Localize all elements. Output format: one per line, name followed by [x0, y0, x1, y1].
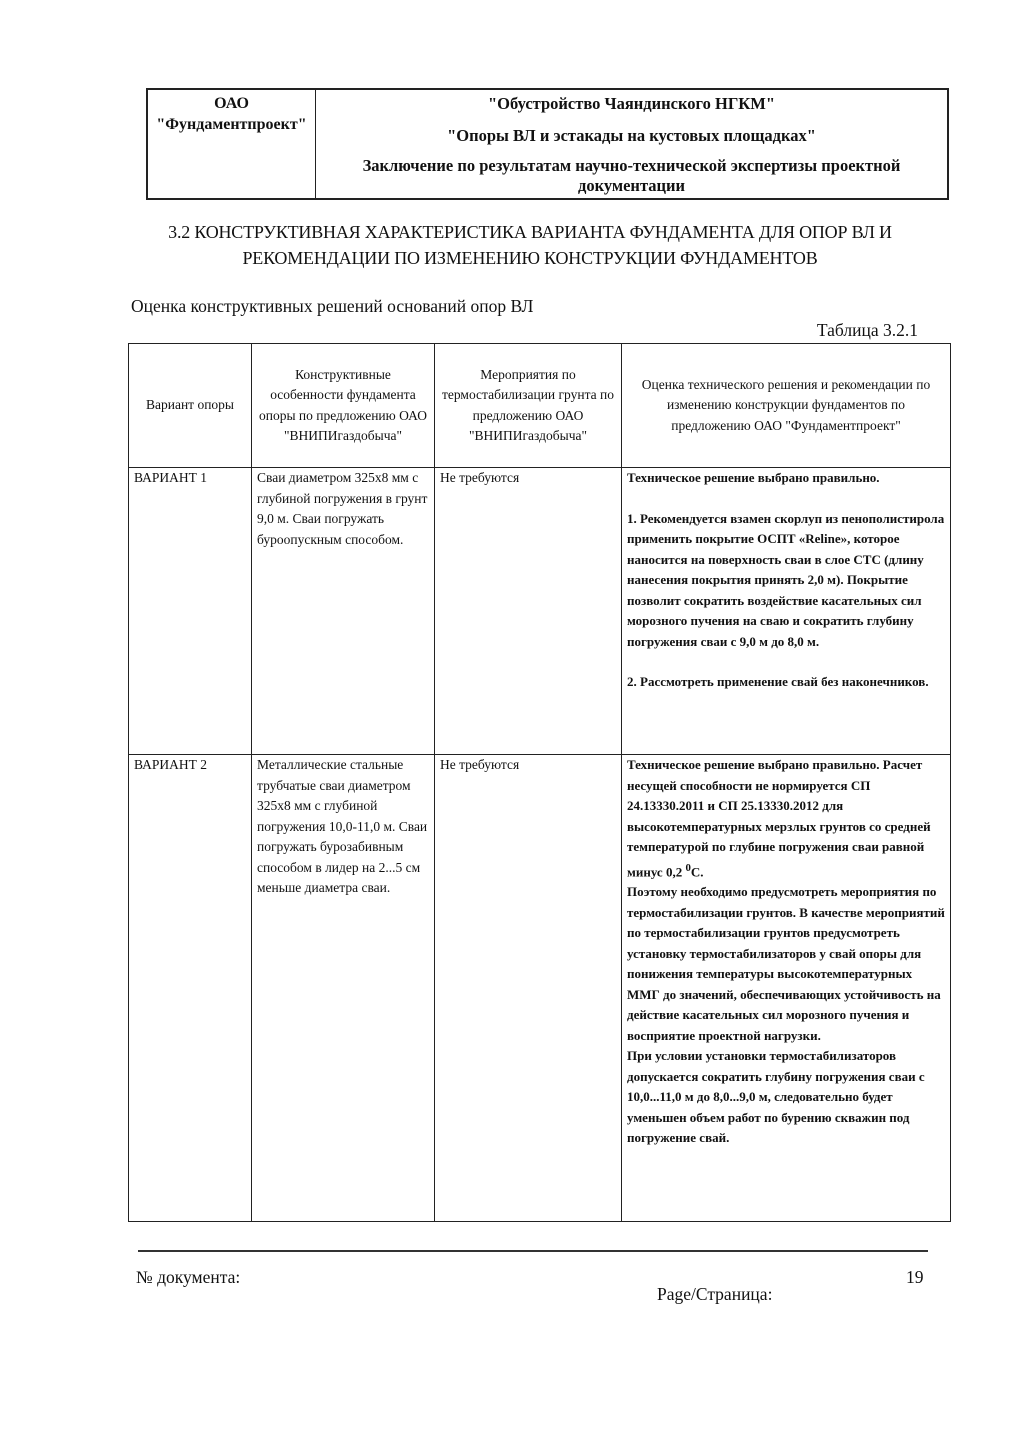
assessment-paragraph: 1. Рекомендуется взамен скорлуп из пенополистирола применить покрытие ОСПТ «Reline», которое наносится на поверхность сваи в слое СТС (длину нанесения покрытия принять 2,0 м). Покрытие позволит сократить воздействие касательных сил морозного пучения на сваю и сократить глубину погружения сваи с 9,0 м до 8,0 м.: [627, 510, 945, 649]
table-label: Таблица 3.2.1: [816, 320, 918, 340]
document-title: Заключение по результатам научно-технической экспертизы проектной документации: [362, 156, 901, 195]
document-number-label: № документа:: [136, 1267, 241, 1287]
variant-cell: ВАРИАНТ 1: [129, 468, 252, 755]
page-number: 19: [906, 1267, 924, 1287]
footer-divider: [138, 1250, 928, 1252]
organization-block: [148, 90, 316, 198]
title-block: [316, 90, 947, 198]
document-header: [146, 88, 949, 200]
table-row: [129, 755, 951, 1222]
assessment-paragraph: 2. Рассмотреть применение свай без наконечников.: [627, 674, 929, 689]
object-title: "Опоры ВЛ и эстакады на кустовых площадках": [447, 126, 816, 145]
assessment-text: Техническое решение выбрано правильно. Расчет несущей способности не нормируется СП 24.13330.2011 и СП 25.13330.2012 для высокотемпературных мерзлых грунтов со средней температурой по глубине погружения сваи равной минус 0,2: [627, 757, 931, 879]
header-features: Конструктивные особенности фундамента опоры по предложению ОАО "ВНИПИгаздобыча": [252, 344, 435, 468]
page-label: Page/Страница:: [657, 1284, 773, 1304]
section-title-line-2: РЕКОМЕНДАЦИИ ПО ИЗМЕНЕНИЮ КОНСТРУКЦИИ ФУНДАМЕНТОВ: [242, 248, 818, 268]
assessment-cell: [622, 468, 951, 755]
assessment-paragraph: Поэтому необходимо предусмотреть мероприятия по термостабилизации грунтов. В качестве мероприятий по термостабилизации грунтов предусмотреть установку термостабилизаторов у свай опоры для понижения температуры высокотемпературных ММГ до значений, обеспечивающих устойчивость на действие касательных сил морозного пучения и восприятие проектной нагрузки.: [627, 884, 945, 1043]
header-assessment: Оценка технического решения и рекомендации по изменению конструкции фундаментов по предложению ОАО "Фундаментпроект": [622, 344, 951, 468]
table-subtitle: Оценка конструктивных решений оснований опор ВЛ: [131, 296, 534, 316]
assessment-paragraph: При условии установки термостабилизаторов допускается сократить глубину погружения сваи с 10,0...11,0 м до 8,0...9,0 м, следовательно будет уменьшен объем работ по бурению скважин под погружение свай.: [627, 1048, 925, 1146]
section-title: [130, 219, 930, 271]
variant-cell: ВАРИАНТ 2: [129, 755, 252, 1222]
table-header-row: [129, 344, 951, 468]
header-variant: Вариант опоры: [129, 344, 252, 468]
project-title: "Обустройство Чаяндинского НГКМ": [487, 94, 776, 113]
features-cell: Сваи диаметром 325х8 мм с глубиной погружения в грунт 9,0 м. Сваи погружать буроопускным способом.: [252, 468, 435, 755]
assessment-cell: [622, 755, 951, 1222]
assessment-paragraph: [627, 755, 945, 882]
header-measures: Мероприятия по термостабилизации грунта по предложению ОАО "ВНИПИгаздобыча": [435, 344, 622, 468]
measures-cell: Не требуются: [435, 468, 622, 755]
table-row: [129, 468, 951, 755]
org-line-2: "Фундаментпроект": [156, 116, 307, 133]
features-cell: Металлические стальные трубчатые сваи диаметром 325х8 мм с глубиной погружения 10,0-11,0 м. Сваи погружать бурозабивным способом в лидер на 2...5 см меньше диаметра сваи.: [252, 755, 435, 1222]
measures-cell: Не требуются: [435, 755, 622, 1222]
temperature-unit: С.: [690, 863, 704, 879]
assessment-table: [128, 343, 951, 1222]
section-title-line-1: 3.2 КОНСТРУКТИВНАЯ ХАРАКТЕРИСТИКА ВАРИАНТА ФУНДАМЕНТА ДЛЯ ОПОР ВЛ И: [168, 222, 892, 242]
org-line-1: ОАО: [214, 95, 249, 112]
degree-mark: 0: [685, 861, 691, 874]
assessment-paragraph: Техническое решение выбрано правильно.: [627, 470, 880, 485]
